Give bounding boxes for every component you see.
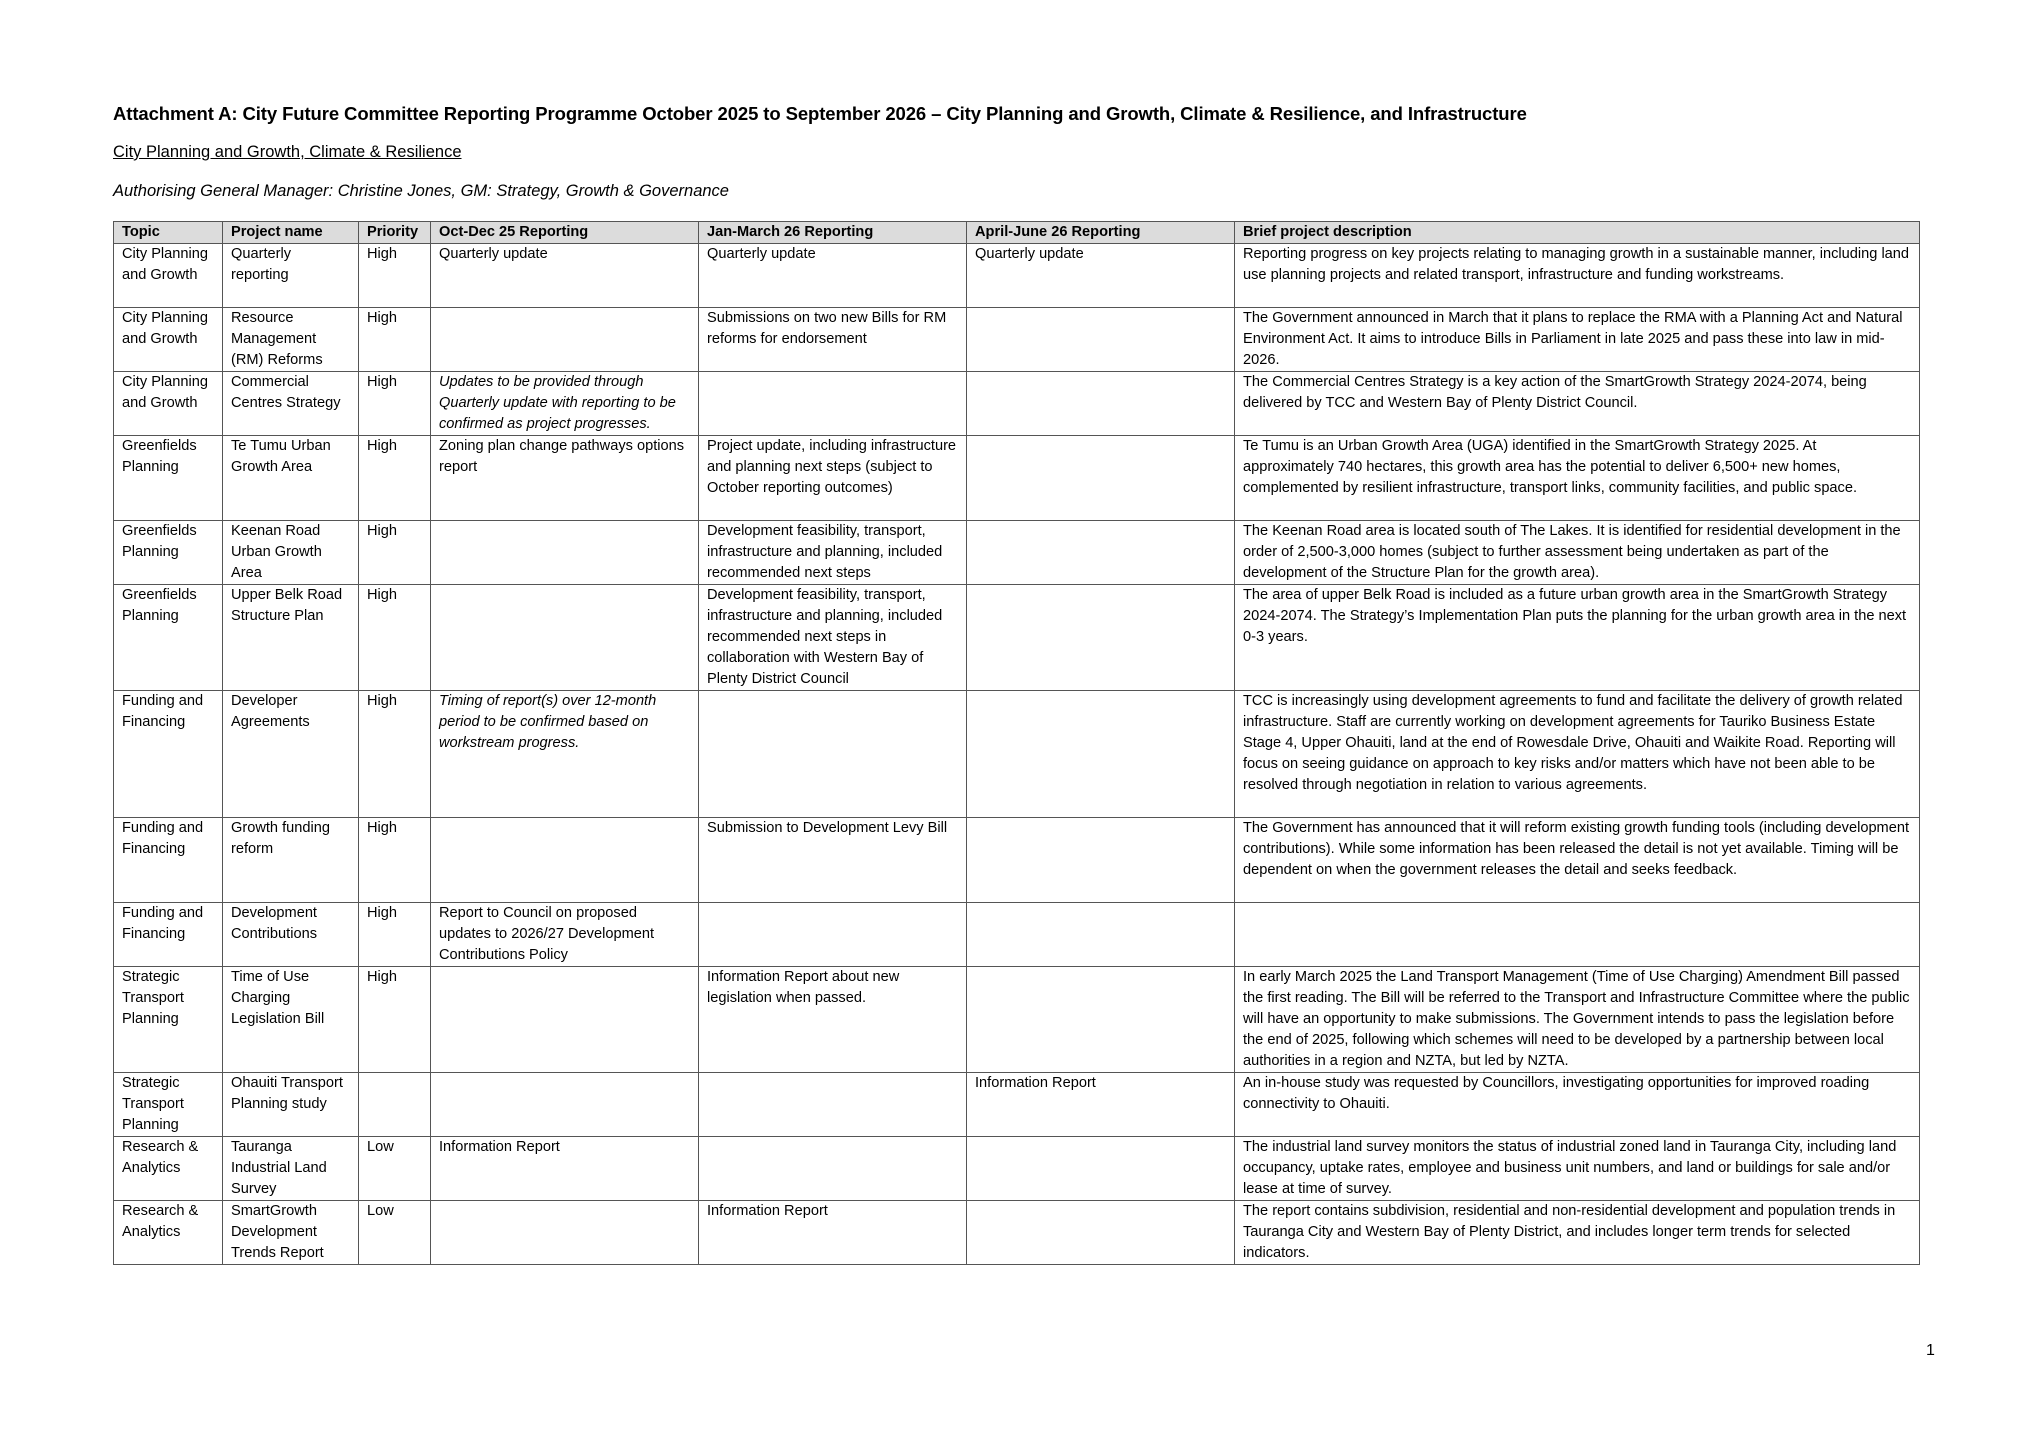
cell-oct-dec: Timing of report(s) over 12-month period to be confirmed based on workstream progress.	[431, 691, 699, 818]
cell-oct-dec	[431, 585, 699, 691]
cell-description	[1235, 903, 1920, 967]
table-row	[114, 903, 1920, 967]
cell-april-june: Quarterly update	[967, 244, 1235, 308]
cell-topic: Greenfields Planning	[114, 585, 223, 691]
table-row	[114, 691, 1920, 818]
cell-description: The industrial land survey monitors the status of industrial zoned land in Tauranga City, including land occupancy, uptake rates, employee and business unit numbers, and land or buildings for sale and/or lease at time of survey.	[1235, 1137, 1920, 1201]
cell-jan-march: Submissions on two new Bills for RM reforms for endorsement	[699, 308, 967, 372]
cell-topic: Strategic Transport Planning	[114, 1073, 223, 1137]
header-description: Brief project description	[1235, 222, 1920, 244]
cell-jan-march: Project update, including infrastructure and planning next steps (subject to October reporting outcomes)	[699, 436, 967, 521]
cell-oct-dec: Quarterly update	[431, 244, 699, 308]
cell-april-june	[967, 818, 1235, 903]
cell-april-june: Information Report	[967, 1073, 1235, 1137]
cell-project-name: Growth funding reform	[223, 818, 359, 903]
cell-priority: High	[359, 585, 431, 691]
cell-oct-dec: Report to Council on proposed updates to 2026/27 Development Contributions Policy	[431, 903, 699, 967]
cell-project-name: Quarterly reporting	[223, 244, 359, 308]
reporting-programme-table	[113, 221, 1920, 1265]
cell-jan-march: Submission to Development Levy Bill	[699, 818, 967, 903]
cell-oct-dec	[431, 1201, 699, 1265]
cell-project-name: Upper Belk Road Structure Plan	[223, 585, 359, 691]
cell-priority: High	[359, 244, 431, 308]
cell-description: In early March 2025 the Land Transport Management (Time of Use Charging) Amendment Bill passed the first reading. The Bill will be referred to the Transport and Infrastructure Committee where the public will have an opportunity to make submissions. The Government intends to pass the legislation before the end of 2025, following which schemes will need to be developed by a partnership between local authorities in a region and NZTA, but led by NZTA.	[1235, 967, 1920, 1073]
cell-project-name: Keenan Road Urban Growth Area	[223, 521, 359, 585]
cell-oct-dec	[431, 308, 699, 372]
cell-priority: High	[359, 818, 431, 903]
cell-april-june	[967, 521, 1235, 585]
cell-jan-march: Quarterly update	[699, 244, 967, 308]
authorising-manager: Authorising General Manager: Christine Jones, GM: Strategy, Growth & Governance	[113, 182, 729, 200]
cell-description: An in-house study was requested by Councillors, investigating opportunities for improved roading connectivity to Ohauiti.	[1235, 1073, 1920, 1137]
cell-topic: City Planning and Growth	[114, 308, 223, 372]
table-row	[114, 1201, 1920, 1265]
cell-jan-march: Development feasibility, transport, infrastructure and planning, included recommended next steps	[699, 521, 967, 585]
cell-april-june	[967, 436, 1235, 521]
cell-project-name: Time of Use Charging Legislation Bill	[223, 967, 359, 1073]
table-row	[114, 308, 1920, 372]
table-row	[114, 244, 1920, 308]
cell-oct-dec	[431, 967, 699, 1073]
cell-project-name: Resource Management (RM) Reforms	[223, 308, 359, 372]
cell-priority	[359, 1073, 431, 1137]
cell-priority: High	[359, 308, 431, 372]
cell-priority: Low	[359, 1201, 431, 1265]
cell-topic: Research & Analytics	[114, 1137, 223, 1201]
table-row	[114, 967, 1920, 1073]
cell-jan-march	[699, 372, 967, 436]
cell-jan-march: Information Report	[699, 1201, 967, 1265]
cell-april-june	[967, 967, 1235, 1073]
table-body	[114, 244, 1920, 1265]
cell-project-name: Commercial Centres Strategy	[223, 372, 359, 436]
cell-topic: Greenfields Planning	[114, 436, 223, 521]
cell-topic: City Planning and Growth	[114, 372, 223, 436]
cell-topic: Greenfields Planning	[114, 521, 223, 585]
table-row	[114, 1073, 1920, 1137]
cell-oct-dec	[431, 818, 699, 903]
cell-april-june	[967, 1137, 1235, 1201]
cell-description: The Commercial Centres Strategy is a key action of the SmartGrowth Strategy 2024-2074, being delivered by TCC and Western Bay of Plenty District Council.	[1235, 372, 1920, 436]
cell-priority: High	[359, 372, 431, 436]
cell-project-name: Development Contributions	[223, 903, 359, 967]
cell-april-june	[967, 691, 1235, 818]
table-row	[114, 585, 1920, 691]
cell-topic: Research & Analytics	[114, 1201, 223, 1265]
table-row	[114, 1137, 1920, 1201]
cell-jan-march: Development feasibility, transport, infrastructure and planning, included recommended next steps in collaboration with Western Bay of Plenty District Council	[699, 585, 967, 691]
header-jan-march: Jan-March 26 Reporting	[699, 222, 967, 244]
cell-oct-dec: Updates to be provided through Quarterly update with reporting to be confirmed as project progresses.	[431, 372, 699, 436]
cell-project-name: Te Tumu Urban Growth Area	[223, 436, 359, 521]
cell-april-june	[967, 1201, 1235, 1265]
cell-jan-march	[699, 903, 967, 967]
cell-description: The Keenan Road area is located south of The Lakes. It is identified for residential development in the order of 2,500-3,000 homes (subject to further assessment being undertaken as part of the development of the Structure Plan for the growth area).	[1235, 521, 1920, 585]
cell-project-name: Ohauiti Transport Planning study	[223, 1073, 359, 1137]
cell-description: The area of upper Belk Road is included as a future urban growth area in the SmartGrowth Strategy 2024-2074. The Strategy’s Implementation Plan puts the planning for the urban growth area in the next 0-3 years.	[1235, 585, 1920, 691]
table-row	[114, 372, 1920, 436]
page-number: 1	[1926, 1342, 1935, 1359]
cell-topic: Funding and Financing	[114, 903, 223, 967]
cell-description: Reporting progress on key projects relating to managing growth in a sustainable manner, including land use planning projects and related transport, infrastructure and funding workstreams.	[1235, 244, 1920, 308]
cell-topic: Funding and Financing	[114, 691, 223, 818]
cell-project-name: Developer Agreements	[223, 691, 359, 818]
cell-project-name: SmartGrowth Development Trends Report	[223, 1201, 359, 1265]
cell-priority: High	[359, 691, 431, 818]
cell-jan-march	[699, 1137, 967, 1201]
cell-topic: Strategic Transport Planning	[114, 967, 223, 1073]
cell-priority: High	[359, 521, 431, 585]
section-heading: City Planning and Growth, Climate & Resilience	[113, 143, 462, 161]
cell-oct-dec: Information Report	[431, 1137, 699, 1201]
cell-oct-dec	[431, 521, 699, 585]
document-title: Attachment A: City Future Committee Reporting Programme October 2025 to September 2026 – City Planning and Growth, Climate & Resilience, and Infrastructure	[113, 103, 1527, 124]
table-header-row	[114, 222, 1920, 244]
cell-april-june	[967, 308, 1235, 372]
header-priority: Priority	[359, 222, 431, 244]
cell-priority: Low	[359, 1137, 431, 1201]
cell-project-name: Tauranga Industrial Land Survey	[223, 1137, 359, 1201]
cell-description: The Government announced in March that it plans to replace the RMA with a Planning Act and Natural Environment Act. It aims to introduce Bills in Parliament in late 2025 and pass these into law in mid-2026.	[1235, 308, 1920, 372]
table-row	[114, 818, 1920, 903]
cell-topic: Funding and Financing	[114, 818, 223, 903]
cell-priority: High	[359, 967, 431, 1073]
cell-priority: High	[359, 436, 431, 521]
table-row	[114, 436, 1920, 521]
table-row	[114, 521, 1920, 585]
header-april-june: April-June 26 Reporting	[967, 222, 1235, 244]
cell-april-june	[967, 903, 1235, 967]
cell-april-june	[967, 372, 1235, 436]
cell-description: Te Tumu is an Urban Growth Area (UGA) identified in the SmartGrowth Strategy 2025. At approximately 740 hectares, this growth area has the potential to deliver 6,500+ new homes, complemented by resilient infrastructure, transport links, community facilities, and public space.	[1235, 436, 1920, 521]
cell-description: The Government has announced that it will reform existing growth funding tools (including development contributions). While some information has been released the detail is not yet available. Timing will be dependent on when the government releases the detail and seeks feedback.	[1235, 818, 1920, 903]
cell-description: TCC is increasingly using development agreements to fund and facilitate the delivery of growth related infrastructure. Staff are currently working on development agreements for Tauriko Business Estate Stage 4, Upper Ohauiti, land at the end of Rowesdale Drive, Ohauiti and Waikite Road. Reporting will focus on seeing guidance on approach to key risks and/or matters which have not been able to be resolved through negotiation in relation to various agreements.	[1235, 691, 1920, 818]
cell-oct-dec	[431, 1073, 699, 1137]
header-topic: Topic	[114, 222, 223, 244]
cell-description: The report contains subdivision, residential and non-residential development and population trends in Tauranga City and Western Bay of Plenty District, and includes longer term trends for selected indicators.	[1235, 1201, 1920, 1265]
cell-priority: High	[359, 903, 431, 967]
header-oct-dec: Oct-Dec 25 Reporting	[431, 222, 699, 244]
cell-topic: City Planning and Growth	[114, 244, 223, 308]
header-project-name: Project name	[223, 222, 359, 244]
cell-april-june	[967, 585, 1235, 691]
cell-jan-march	[699, 1073, 967, 1137]
cell-jan-march	[699, 691, 967, 818]
cell-oct-dec: Zoning plan change pathways options report	[431, 436, 699, 521]
cell-jan-march: Information Report about new legislation when passed.	[699, 967, 967, 1073]
